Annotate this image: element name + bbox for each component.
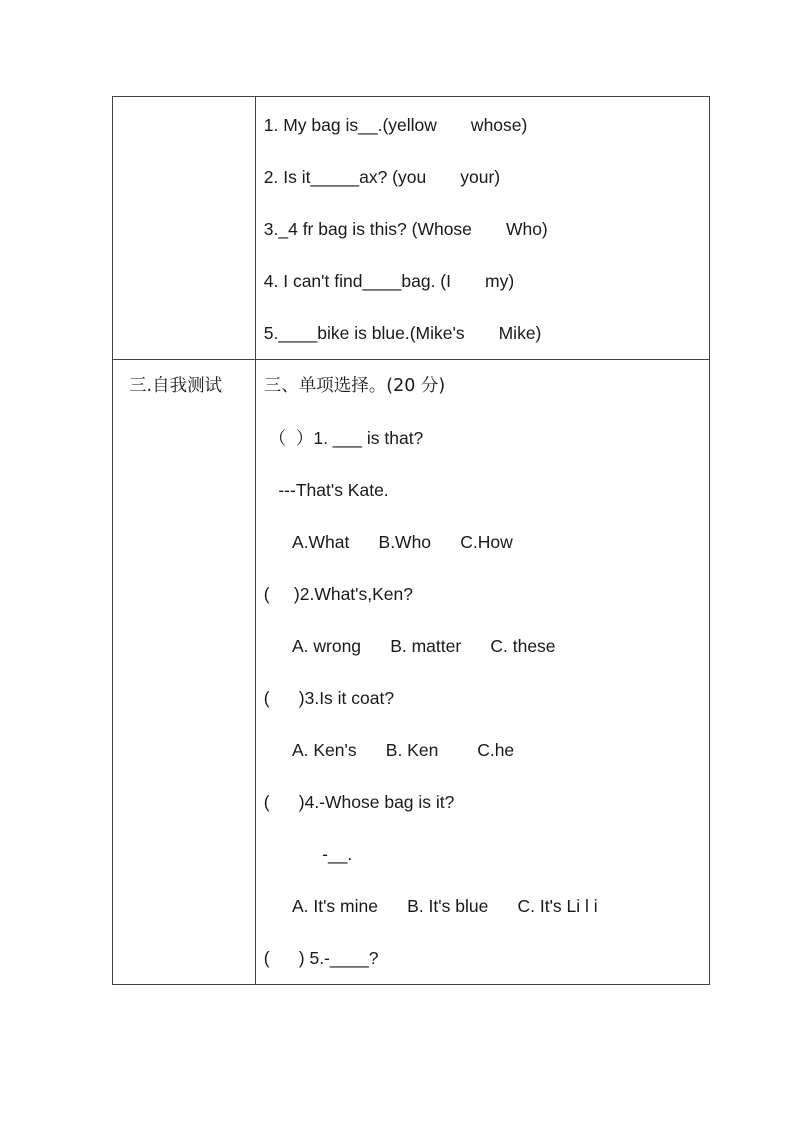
row-label-cell	[113, 97, 256, 360]
section-heading: 三、单项选择。(20 分)	[263, 376, 446, 396]
options-line: A.What B.Who C.How	[263, 532, 513, 552]
options-line: A. Ken's B. Ken C.he	[263, 740, 515, 760]
fill-in-questions	[255, 97, 709, 360]
table-row-self-test	[113, 360, 710, 985]
question-line: （ ）1. ___ is that?	[263, 428, 424, 448]
question-line: ( )3.Is it coat?	[263, 688, 395, 708]
question-line: ( )2.What's,Ken?	[263, 584, 413, 604]
options-line: A. It's mine B. It's blue C. It's Li l i	[263, 896, 598, 916]
row-label	[113, 97, 255, 149]
options-line: A. wrong B. matter C. these	[263, 636, 556, 656]
question-line: 2. Is it_____ax? (you your)	[263, 167, 501, 187]
question-line: 1. My bag is__.(yellow whose)	[263, 115, 528, 135]
question-line: 5.____bike is blue.(Mike's Mike)	[263, 323, 542, 343]
multiple-choice-questions	[255, 360, 709, 985]
question-line: ( ) 5.-____?	[263, 948, 379, 968]
answer-line: ---That's Kate.	[263, 480, 389, 500]
row-label-cell	[113, 360, 256, 985]
self-test-label: 三.自我测试	[129, 376, 223, 396]
question-line: ( )4.-Whose bag is it?	[263, 792, 455, 812]
table-row-fill-in	[113, 97, 710, 360]
answer-line: -__.	[263, 844, 353, 864]
worksheet-table	[112, 96, 710, 985]
question-line: 4. I can't find____bag. (I my)	[263, 271, 515, 291]
question-line: 3._4 fr bag is this? (Whose Who)	[263, 219, 548, 239]
